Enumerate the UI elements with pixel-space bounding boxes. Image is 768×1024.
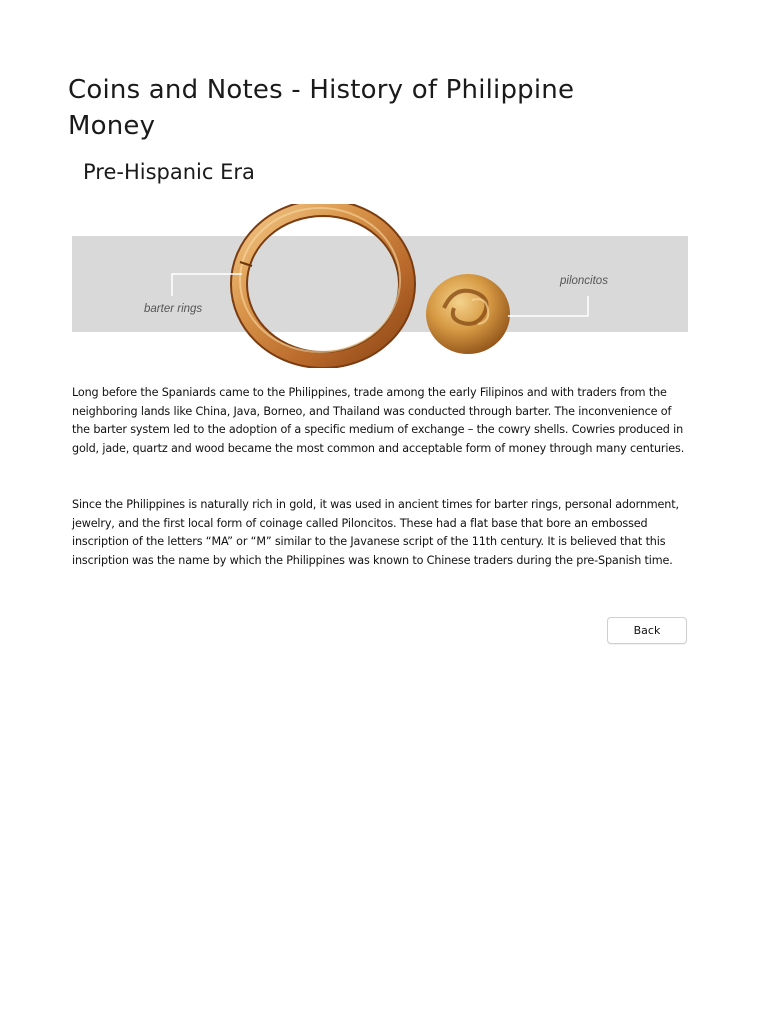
page-title: Coins and Notes - History of Philippine Money [68, 75, 575, 141]
body-paragraph-1: Long before the Spaniards came to the Philippines, trade among the early Filipinos and with traders from the neighboring lands like China, Java, Borneo, and Thailand was conducted through barter. The inconvenience of the barter system led to the adoption of a specific medium of exchange – the cowry shells. Cowries produced in gold, jade, quartz and wood became the most common and acceptable form of money through many centuries. [72, 386, 685, 456]
back-button[interactable]: Back [607, 617, 687, 644]
barter-rings-label: barter rings [144, 303, 203, 315]
artifact-figure [72, 204, 688, 368]
piloncitos-label: piloncitos [560, 275, 608, 287]
piloncito-image [426, 274, 510, 354]
body-paragraph-2: Since the Philippines is naturally rich in gold, it was used in ancient times for barter rings, personal adornment, jewelry, and the first local form of coinage called Piloncitos. These had a flat base that bore an embossed inscription of the letters “MA” or “M” similar to the Javanese script of the 11th century. It is believed that this inscription was the name by which the Philippines was known to Chinese traders during the pre-Spanish time. [72, 498, 679, 568]
section-title: Pre-Hispanic Era [83, 160, 255, 184]
